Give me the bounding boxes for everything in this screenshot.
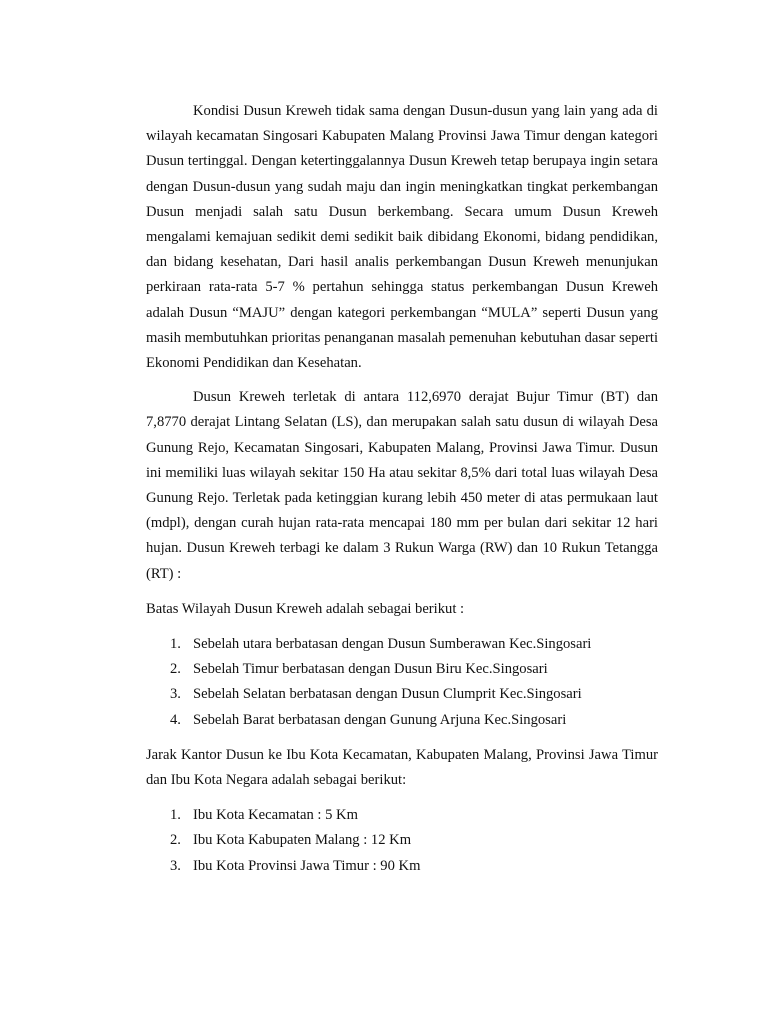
list-item-text: Sebelah Barat berbatasan dengan Gunung Arjuna Kec.Singosari — [193, 711, 567, 728]
list-item — [146, 632, 658, 657]
distances-list — [146, 803, 658, 879]
list-item — [146, 657, 658, 682]
list-item-number: 2. — [170, 832, 181, 849]
list-item-text: Ibu Kota Provinsi Jawa Timur : 90 Km — [193, 857, 421, 874]
list-item — [146, 682, 658, 707]
document-page — [146, 99, 658, 879]
list-item-text: Ibu Kota Kecamatan : 5 Km — [193, 807, 358, 824]
distance-intro: Jarak Kantor Dusun ke Ibu Kota Kecamatan, Kabupaten Malang, Provinsi Jawa Timur dan Ibu Kota Negara adalah sebagai berikut: — [146, 746, 658, 789]
list-item-number: 1. — [170, 807, 181, 824]
list-item — [146, 708, 658, 733]
list-item-text: Sebelah Timur berbatasan dengan Dusun Biru Kec.Singosari — [193, 661, 548, 678]
list-item-text: Ibu Kota Kabupaten Malang : 12 Km — [193, 832, 412, 849]
list-item — [146, 828, 658, 853]
list-item-text: Sebelah utara berbatasan dengan Dusun Sumberawan Kec.Singosari — [193, 636, 592, 653]
list-item-number: 3. — [170, 857, 181, 874]
list-item-number: 3. — [170, 686, 181, 703]
list-item-number: 2. — [170, 661, 181, 678]
list-item — [146, 803, 658, 828]
list-item-number: 4. — [170, 711, 181, 728]
paragraph-village-condition: Kondisi Dusun Kreweh tidak sama dengan Dusun-dusun yang lain yang ada di wilayah kecamatan Singosari Kabupaten Malang Provinsi Jawa Timur dengan kategori Dusun tertinggal. Dengan ketertinggalannya Dusun Kreweh tetap berupaya ingin setara dengan Dusun-dusun yang sudah maju dan ingin meningkatkan tingkat perkembangan Dusun menjadi salah satu Dusun berkembang. Secara umum Dusun Kreweh mengalami kemajuan sedikit demi sedikit baik dibidang Ekonomi, bidang pendidikan, dan bidang kesehatan, Dari hasil analis perkembangan Dusun Kreweh menunjukan perkiraan rata-rata 5-7 % pertahun sehingga status perkembangan Dusun Kreweh adalah Dusun “MAJU” dengan kategori perkembangan “MULA” seperti Dusun yang masih membutuhkan prioritas penanganan masalah pemenuhan kebutuhan dasar seperti Ekonomi Pendidikan dan Kesehatan. — [146, 103, 658, 372]
list-item — [146, 854, 658, 879]
boundaries-intro: Batas Wilayah Dusun Kreweh adalah sebagai berikut : — [146, 600, 465, 617]
paragraph-village-location: Dusun Kreweh terletak di antara 112,6970 derajat Bujur Timur (BT) dan 7,8770 derajat Lintang Selatan (LS), dan merupakan salah satu dusun di wilayah Desa Gunung Rejo, Kecamatan Singosari, Kabupaten Malang, Provinsi Jawa Timur. Dusun ini memiliki luas wilayah sekitar 150 Ha atau sekitar 8,5% dari total luas wilayah Desa Gunung Rejo. Terletak pada ketinggian kurang lebih 450 meter di atas permukaan laut (mdpl), dengan curah hujan rata-rata mencapai 180 mm per bulan dari sekitar 12 hari hujan. Dusun Kreweh terbagi ke dalam 3 Rukun Warga (RW) dan 10 Rukun Tetangga (RT) : — [146, 389, 658, 582]
list-item-text: Sebelah Selatan berbatasan dengan Dusun Clumprit Kec.Singosari — [193, 686, 582, 703]
list-item-number: 1. — [170, 636, 181, 653]
boundaries-list — [146, 632, 658, 733]
